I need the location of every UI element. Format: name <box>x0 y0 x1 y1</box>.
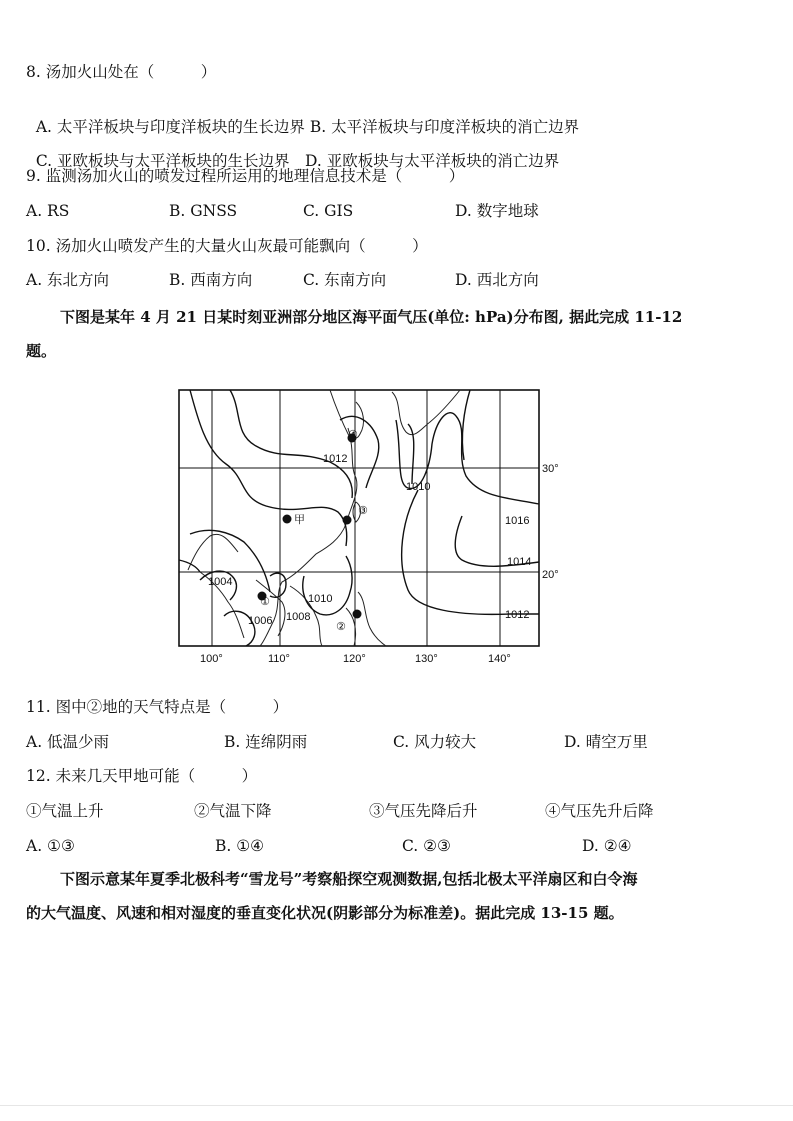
q11-option-d[interactable]: D. 晴空万里 <box>564 733 648 751</box>
q10-option-a[interactable]: A. 东北方向 <box>26 271 110 289</box>
point-2-label: ② <box>336 621 346 633</box>
q12-option-a[interactable]: A. ①③ <box>26 837 75 855</box>
intro-paragraph-1 <box>26 307 771 361</box>
point-4-label: ④ <box>348 429 358 441</box>
q12-option-c[interactable]: C. ②③ <box>402 837 451 855</box>
q11-stem: 11. 图中②地的天气特点是（ ） <box>26 698 289 716</box>
lon-label-120: 120° <box>343 653 366 665</box>
q8-option-a[interactable]: A. 太平洋板块与印度洋板块的生长边界 <box>35 118 305 136</box>
pressure-map <box>170 380 570 670</box>
q10-option-b[interactable]: B. 西南方向 <box>169 271 253 289</box>
point-3-label: ③ <box>358 505 368 517</box>
intro-1-line-2: 题。 <box>26 342 57 360</box>
isobar-label: 1012 <box>323 453 348 465</box>
coastlines <box>188 390 460 646</box>
q12-statement-1: ①气温上升 <box>26 802 104 820</box>
lat-label-30: 30° <box>542 463 559 475</box>
isobar-label: 1006 <box>248 615 273 627</box>
intro-2-line-1: 下图示意某年夏季北极科考“雪龙号”考察船探空观测数据,包括北极太平洋扇区和白令海 <box>60 870 638 888</box>
isobar-label: 1004 <box>208 576 233 588</box>
q8-option-c[interactable]: C. 亚欧板块与太平洋板块的生长边界 <box>35 152 290 170</box>
isobar-label: 1016 <box>505 515 530 527</box>
q12-option-b[interactable]: B. ①④ <box>215 837 265 855</box>
isobar-label: 1012 <box>505 609 530 621</box>
q11-option-a[interactable]: A. 低温少雨 <box>26 733 110 751</box>
isobar-labels <box>208 453 531 627</box>
page-bottom-rule <box>0 1105 793 1106</box>
lon-label-110: 110° <box>268 653 290 665</box>
q10-option-d[interactable]: D. 西北方向 <box>455 271 539 289</box>
q12-statement-4: ④气压先升后降 <box>545 802 654 820</box>
q11-option-b[interactable]: B. 连绵阴雨 <box>224 733 308 751</box>
q8-option-b[interactable]: B. 太平洋板块与印度洋板块的消亡边界 <box>309 118 580 136</box>
lon-label-130: 130° <box>415 653 438 665</box>
intro-2-line-2: 的大气温度、风速和相对湿度的垂直变化状况(阴影部分为标准差)。据此完成 13-15 题。 <box>26 904 624 922</box>
intro-1-line-1: 下图是某年 4 月 21 日某时刻亚洲部分地区海平面气压(单位: hPa)分布图, 据此完成 11-12 <box>60 308 683 326</box>
q12-stem: 12. 未来几天甲地可能（ ） <box>26 767 258 785</box>
intro-paragraph-2 <box>26 869 771 923</box>
q9-option-a[interactable]: A. RS <box>26 202 70 220</box>
point-jia-marker <box>283 515 292 524</box>
q12-option-d[interactable]: D. ②④ <box>582 837 632 855</box>
isobar-label: 1010 <box>406 481 431 493</box>
lat-label-20: 20° <box>542 569 559 581</box>
q10-option-c[interactable]: C. 东南方向 <box>303 271 387 289</box>
q10-stem: 10. 汤加火山喷发产生的大量火山灰最可能飘向（ ） <box>26 237 428 255</box>
q8-option-d[interactable]: D. 亚欧板块与太平洋板块的消亡边界 <box>305 152 560 170</box>
point-3-marker <box>343 516 352 525</box>
q8-options-row2 <box>26 131 559 171</box>
q9-option-c[interactable]: C. GIS <box>303 202 354 220</box>
isobar-label: 1010 <box>308 593 333 605</box>
point-jia-label: 甲 <box>294 514 305 526</box>
q11-option-c[interactable]: C. 风力较大 <box>393 733 477 751</box>
q9-option-d[interactable]: D. 数字地球 <box>455 202 539 220</box>
q12-statement-3: ③气压先降后升 <box>369 802 478 820</box>
q9-option-b[interactable]: B. GNSS <box>169 202 238 220</box>
point-1-label: ① <box>260 596 270 608</box>
isobar-label: 1008 <box>286 611 311 623</box>
lon-label-100: 100° <box>200 653 223 665</box>
point-2-marker <box>353 610 362 619</box>
isobar-label: 1014 <box>507 556 532 568</box>
q8-stem: 8. 汤加火山处在（ ） <box>26 63 217 81</box>
q9-stem: 9. 监测汤加火山的喷发过程所运用的地理信息技术是（ ） <box>26 167 465 185</box>
lon-label-140: 140° <box>488 653 511 665</box>
q12-statement-2: ②气温下降 <box>194 802 272 820</box>
